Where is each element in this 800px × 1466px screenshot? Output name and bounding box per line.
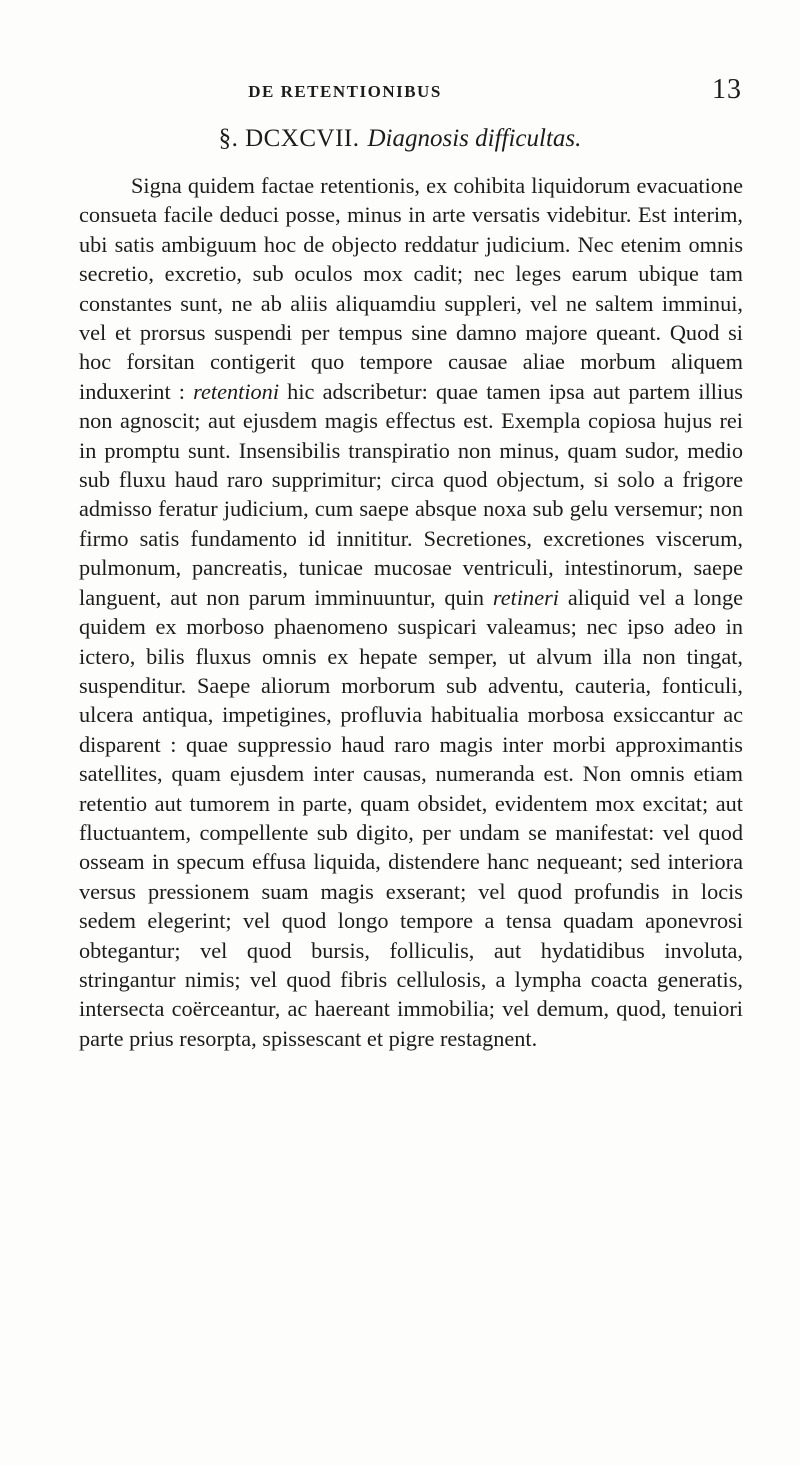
text-segment: Signa quidem factae retentionis, ex cohibita liquidorum evacuatione consueta facile deduci posse, minus in arte versatis videbitur. Est interim, ubi satis ambiguum hoc de objecto reddatur judicium. Nec etenim omnis secretio, excretio, sub oculos mox cadit; nec leges earum ubique tam constantes sunt, ne ab aliis aliquamdiu suppleri, vel ne saltem imminui, vel et prorsus suspendi per tempus sine damno majore queant. Quod si hoc forsitan contigerit quo tempore causae aliae morbum aliquem induxerint : (79, 173, 743, 404)
section-title: Diagnosis difficultas. (367, 125, 582, 152)
text-segment: aliquid vel a longe quidem ex morboso phaenomeno suspicari valeamus; nec ipso adeo in ictero, bilis fluxus omnis ex hepate semper, ut alvum illa non tingat, suspenditur. Saepe aliorum morborum sub adventu, cauteria, fonticuli, ulcera antiqua, impetigines, profluvia habitualia morbosa exsiccantur ac disparent : quae suppressio haud raro magis inter morbi approximantis satellites, quam ejusdem inter causas, numeranda est. Non omnis etiam retentio aut tumorem in parte, quam obsidet, evidentem mox excitat; aut fluctuantem, compellente sub digito, per undam se manifestat: vel quod osseam in specum effusa liquida, distendere hanc nequeant; sed interiora versus pressionem suam magis exserant; vel quod profundis in locis sedem elegerint; vel quod longo tempore a tensa quadam aponevrosi obtegantur; vel quod bursis, folliculis, aut hydatidibus involuta, stringantur nimis; vel quod fibris cellulosis, a lympha coacta generatis, intersecta coërceantur, ac haereant immobilia; vel demum, quod, tenuiori parte prius resorpta, spissescant et pigre restagnent. (79, 584, 743, 1051)
italic-term: retentioni (193, 378, 280, 404)
section-heading (0, 125, 800, 153)
italic-term: retineri (492, 584, 559, 610)
page-number: 13 (712, 74, 742, 105)
section-number: §. DCXCVII. (218, 125, 360, 152)
text-segment: hic adscribetur: quae tamen ipsa aut partem illius non agnoscit; aut ejusdem magis effectus est. Exempla copiosa hujus rei in promptu sunt. Insensibilis transpiratio non minus, quam sudor, medio sub fluxu haud raro supprimitur; circa quod objectum, si solo a frigore admisso feratur judicium, cum saepe absque noxa sub gelu versemur; non firmo satis fundamento id innititur. Secretiones, excretiones viscerum, pulmonum, pancreatis, tunicae mucosae ventriculi, intestinorum, saepe languent, aut non parum imminuuntur, quin (79, 378, 743, 610)
running-title: DE RETENTIONIBUS (248, 82, 442, 101)
running-head (0, 74, 800, 110)
body-paragraph (79, 171, 743, 1053)
